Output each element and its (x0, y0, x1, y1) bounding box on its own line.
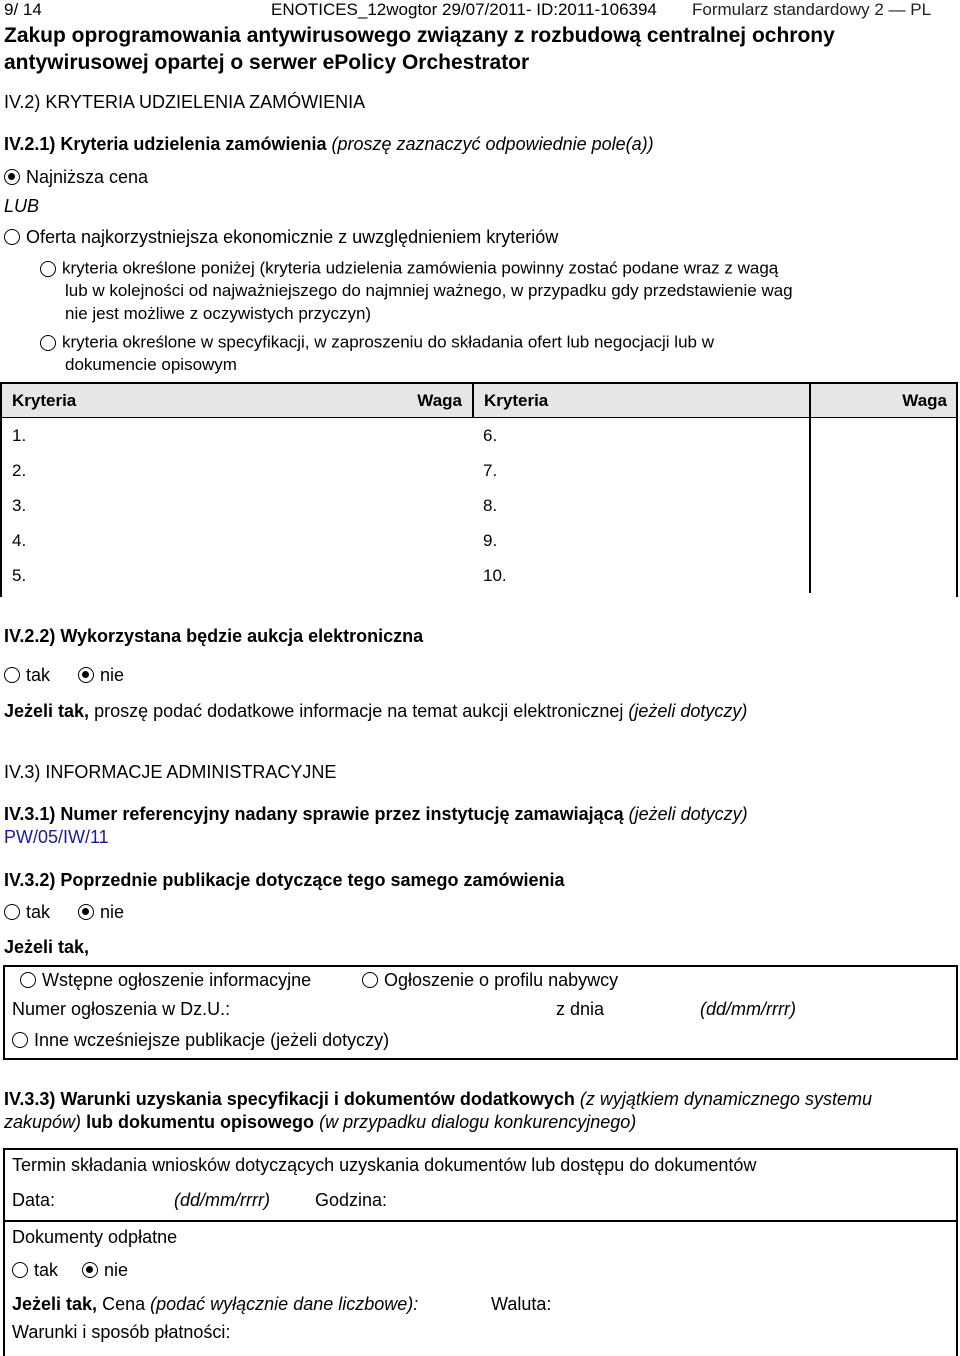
radio-criteria-below[interactable] (40, 261, 56, 277)
option-other-publications (12, 1029, 389, 1051)
criteria-table-header (2, 383, 957, 418)
price-line (12, 1294, 418, 1315)
criteria-cell: 8. (483, 495, 498, 515)
option-other-publications-label: Inne wcześniejsze publikacje (jeżeli dotyczy) (34, 1029, 390, 1050)
deadline-label: Termin składania wniosków dotyczących uzyskania dokumentów lub dostępu do dokumentów (12, 1155, 757, 1175)
radio-economic[interactable] (4, 229, 20, 245)
auction-info-bold: Jeżeli tak, (4, 701, 90, 721)
option-lowest-price-label: Najniższa cena (26, 166, 149, 187)
notice-number-label: Numer ogłoszenia w Dz.U.: (12, 999, 231, 1019)
section-iv31-hint: (jeżeli dotyczy) (628, 804, 748, 824)
contract-title-line1: Zakup oprogramowania antywirusowego związany z rozbudową centralnej ochrony (4, 24, 835, 47)
table-left-border (0, 382, 2, 597)
radio-criteria-spec[interactable] (40, 335, 56, 351)
criteria-cell: 9. (483, 530, 498, 550)
section-iv22-title: IV.2.2) Wykorzystana będzie aukcja elektroniczna (4, 626, 424, 646)
radio-auction-yes[interactable] (4, 667, 20, 683)
weight-cell[interactable] (810, 523, 957, 558)
prev-pub-if-yes: Jeżeli tak, (4, 937, 90, 957)
paid-docs-radio-group (12, 1259, 128, 1281)
weight-cell[interactable] (810, 453, 957, 488)
notice-date-label: z dnia (556, 999, 605, 1019)
section-iv21-hint: (proszę zaznaczyć odpowiednie pole(a)) (331, 134, 654, 154)
weight-cell[interactable] (810, 418, 957, 454)
option-lowest-price (4, 166, 148, 188)
radio-auction-yes-label: tak (26, 664, 51, 685)
radio-paid-docs-yes-label: tak (34, 1259, 59, 1280)
option-economic-label: Oferta najkorzystniejsza ekonomicznie z uwzględnieniem kryteriów (26, 226, 559, 247)
paid-docs-label: Dokumenty odpłatne (12, 1227, 178, 1247)
prev-pub-radio-group (4, 901, 124, 923)
option-prelim-notice-label: Wstępne ogłoszenie informacyjne (42, 969, 312, 990)
option-criteria-below (40, 258, 778, 279)
section-iv33-hint1: (z wyjątkiem dynamicznego systemu (579, 1089, 872, 1109)
radio-paid-docs-no[interactable] (82, 1262, 98, 1278)
section-iv33-hint3: (w przypadku dialogu konkurencyjnego) (319, 1112, 637, 1132)
radio-paid-docs-no-label: nie (104, 1259, 129, 1280)
criteria-table (2, 382, 957, 593)
option-criteria-below-line2: lub w kolejności od najważniejszego do najmniej ważnego, w przypadku gdy przedstawienie wag (65, 281, 793, 300)
radio-prev-pub-no-label: nie (100, 901, 125, 922)
criteria-cell: 5. (12, 565, 27, 585)
option-buyer-profile (362, 969, 618, 991)
criteria-cell: 4. (12, 530, 27, 550)
price-hint: (podać wyłącznie dane liczbowe): (150, 1294, 419, 1314)
notice-date-format: (dd/mm/rrrr) (700, 999, 796, 1019)
table-row (2, 558, 957, 593)
auction-radio-group (4, 664, 124, 686)
section-iv2-heading: IV.2) KRYTERIA UDZIELENIA ZAMÓWIENIA (4, 92, 366, 112)
page-number: 9/ 14 (4, 0, 42, 19)
weight-cell[interactable] (347, 488, 473, 523)
table-row (2, 523, 957, 558)
deadline-date-label: Data: (12, 1190, 56, 1210)
form-type: Formularz standardowy 2 — PL (692, 0, 932, 19)
price-label: Cena (102, 1294, 146, 1314)
criteria-cell: 6. (483, 425, 498, 445)
option-prelim-notice (20, 969, 311, 991)
price-if-yes: Jeżeli tak, (12, 1294, 98, 1314)
table-row (2, 418, 957, 454)
col-header-weight-2: Waga (810, 383, 957, 418)
weight-cell[interactable] (810, 558, 957, 593)
deadline-date-format: (dd/mm/rrrr) (174, 1190, 270, 1210)
section-iv33-label2: lub dokumentu opisowego (86, 1112, 315, 1132)
criteria-cell: 1. (12, 425, 27, 445)
radio-prev-pub-yes[interactable] (4, 904, 20, 920)
section-iv33-title-line1 (4, 1089, 872, 1110)
section-iv33-hint2: zakupów) (4, 1112, 82, 1132)
weight-cell[interactable] (347, 418, 473, 454)
weight-cell[interactable] (347, 453, 473, 488)
section-iv33-title-line2 (4, 1112, 636, 1133)
table-row (2, 488, 957, 523)
radio-prev-pub-yes-label: tak (26, 901, 51, 922)
table-row (2, 453, 957, 488)
auction-info (4, 701, 747, 722)
criteria-cell: 7. (483, 460, 498, 480)
radio-paid-docs-yes[interactable] (12, 1262, 28, 1278)
option-criteria-spec (40, 332, 714, 353)
option-economic (4, 226, 558, 248)
criteria-cell: 10. (483, 565, 507, 585)
radio-buyer-profile[interactable] (362, 972, 378, 988)
col-header-criteria-1: Kryteria (2, 383, 347, 418)
weight-cell[interactable] (810, 488, 957, 523)
section-iv21-title (4, 134, 654, 155)
radio-prelim-notice[interactable] (20, 972, 36, 988)
option-buyer-profile-label: Ogłoszenie o profilu nabywcy (384, 969, 619, 990)
section-iv33-label: IV.3.3) Warunki uzyskania specyfikacji i dokumentów dodatkowych (4, 1089, 575, 1109)
option-criteria-below-line3: nie jest możliwe z oczywistych przyczyn) (65, 304, 372, 323)
option-criteria-spec-line2: dokumencie opisowym (65, 355, 237, 374)
deadline-time-label: Godzina: (315, 1190, 388, 1210)
auction-info-text: proszę podać dodatkowe informacje na temat aukcji elektronicznej (94, 701, 624, 721)
weight-cell[interactable] (347, 523, 473, 558)
table-right-border (956, 382, 958, 597)
col-header-criteria-2: Kryteria (473, 383, 810, 418)
contract-title-line2: antywirusowej opartej o serwer ePolicy Orchestrator (4, 51, 530, 74)
criteria-cell: 3. (12, 495, 27, 515)
section-iv3-heading: IV.3) INFORMACJE ADMINISTRACYJNE (4, 762, 337, 782)
auction-info-hint: (jeżeli dotyczy) (628, 701, 748, 721)
section-iv31-label: IV.3.1) Numer referencyjny nadany sprawie przez instytucję zamawiającą (4, 804, 624, 824)
criteria-cell: 2. (12, 460, 27, 480)
radio-other-publications[interactable] (12, 1032, 28, 1048)
option-criteria-below-line1: kryteria określone poniżej (kryteria udzielenia zamówienia powinny zostać podane wraz z wagą (62, 258, 779, 278)
reference-number: PW/05/IW/11 (4, 827, 109, 847)
payment-terms-label: Warunki i sposób płatności: (12, 1322, 231, 1342)
option-criteria-spec-line1: kryteria określone w specyfikacji, w zaproszeniu do składania ofert lub negocjacji lub w (62, 332, 714, 352)
document-id: ENOTICES_12wogtor 29/07/2011- ID:2011-106394 (271, 0, 657, 19)
currency-label: Waluta: (491, 1294, 552, 1314)
radio-prev-pub-no[interactable] (78, 904, 94, 920)
or-separator: LUB (4, 196, 40, 216)
section-iv32-title: IV.3.2) Poprzednie publikacje dotyczące tego samego zamówienia (4, 870, 565, 890)
section-iv21-label: IV.2.1) Kryteria udzielenia zamówienia (4, 134, 327, 154)
weight-cell[interactable] (347, 558, 473, 593)
radio-auction-no[interactable] (78, 667, 94, 683)
radio-auction-no-label: nie (100, 664, 125, 685)
section-iv31-title (4, 804, 748, 825)
radio-lowest-price[interactable] (4, 169, 20, 185)
col-header-weight-1: Waga (347, 383, 473, 418)
